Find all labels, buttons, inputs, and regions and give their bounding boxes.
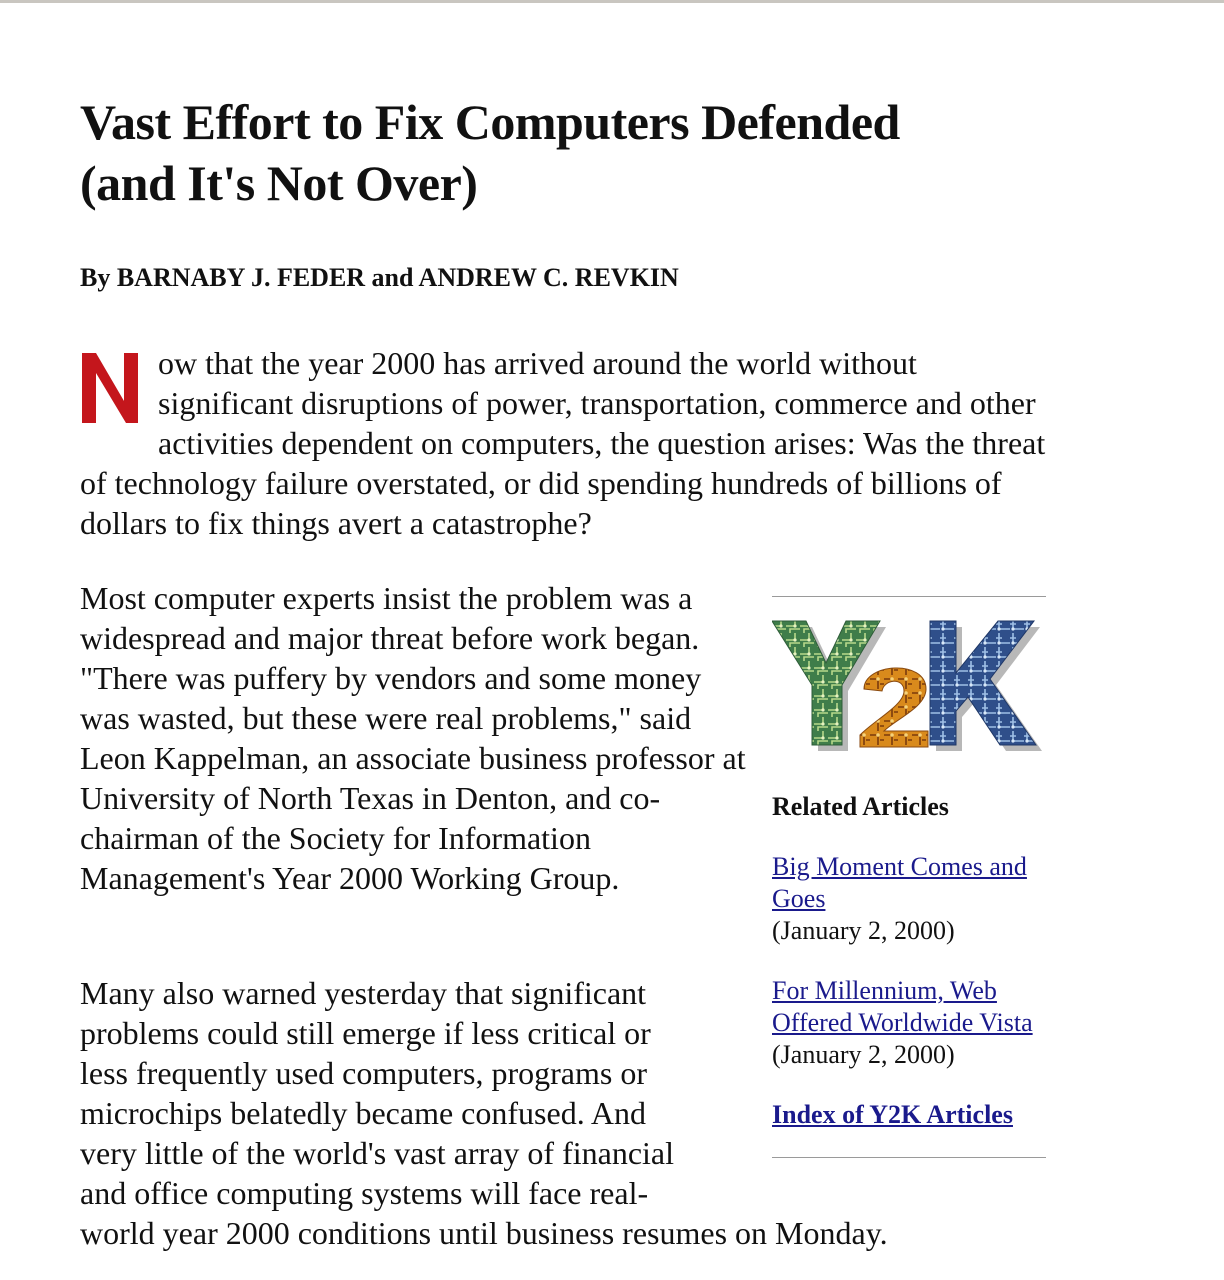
- sidebar-top-divider: [772, 596, 1046, 597]
- related-article-date: (January 2, 2000): [772, 916, 955, 945]
- related-article-item: [772, 975, 1048, 1071]
- related-article-item: [772, 851, 1048, 947]
- related-article-link-millennium-web[interactable]: For Millennium, Web Offered Worldwide Vista: [772, 976, 1033, 1037]
- related-sidebar: [772, 596, 1048, 1158]
- headline-line-1: Vast Effort to Fix Computers Defended: [80, 94, 900, 150]
- paragraph-3-line: less frequently used computers, programs or: [80, 1055, 647, 1091]
- lead-text: ow that the year 2000 has arrived around the world without significant disruptions of power, transportation, commerce and other activities dependent on computers, the question arises: Was the threat of technology failure overstated, or did spending hundreds of billions of dollars to fix things avert a catastrophe?: [80, 345, 1046, 541]
- related-article-link-big-moment[interactable]: Big Moment Comes and Goes: [772, 852, 1027, 913]
- paragraph-3-line: very little of the world's vast array of financial: [80, 1135, 674, 1171]
- dropcap-n-icon: [80, 349, 142, 425]
- related-article-date: (January 2, 2000): [772, 1040, 955, 1069]
- paragraph-3-line: Many also warned yesterday that significant: [80, 975, 647, 1011]
- lead-paragraph: [80, 343, 1050, 543]
- paragraph-2: Most computer experts insist the problem was a widespread and major threat before work began. "There was puffery by vendors and some money was wasted, but these were real problems," said Leon Kappelman, an associate business professor at University of North Texas in Denton, and co-chairman of the Society for Information Management's Year 2000 Working Group.: [80, 580, 746, 896]
- paragraph-3-line: problems could still emerge if less critical or: [80, 1015, 651, 1051]
- sidebar-bottom-divider: [772, 1157, 1046, 1158]
- related-articles-heading: Related Articles: [772, 792, 949, 821]
- article-byline: By BARNABY J. FEDER and ANDREW C. REVKIN: [80, 263, 679, 292]
- paragraph-3-line: world year 2000 conditions until business resumes on Monday.: [80, 1215, 888, 1251]
- headline-line-2: (and It's Not Over): [80, 155, 478, 211]
- y2k-logo: [772, 619, 1042, 753]
- paragraph-3-line: microchips belatedly became confused. And: [80, 1095, 647, 1131]
- index-link-wrap: [772, 1099, 1048, 1131]
- article-headline: [80, 92, 1040, 214]
- top-border: [0, 0, 1224, 3]
- paragraph-3-line: and office computing systems will face real-: [80, 1175, 649, 1211]
- index-of-y2k-articles-link[interactable]: Index of Y2K Articles: [772, 1100, 1013, 1129]
